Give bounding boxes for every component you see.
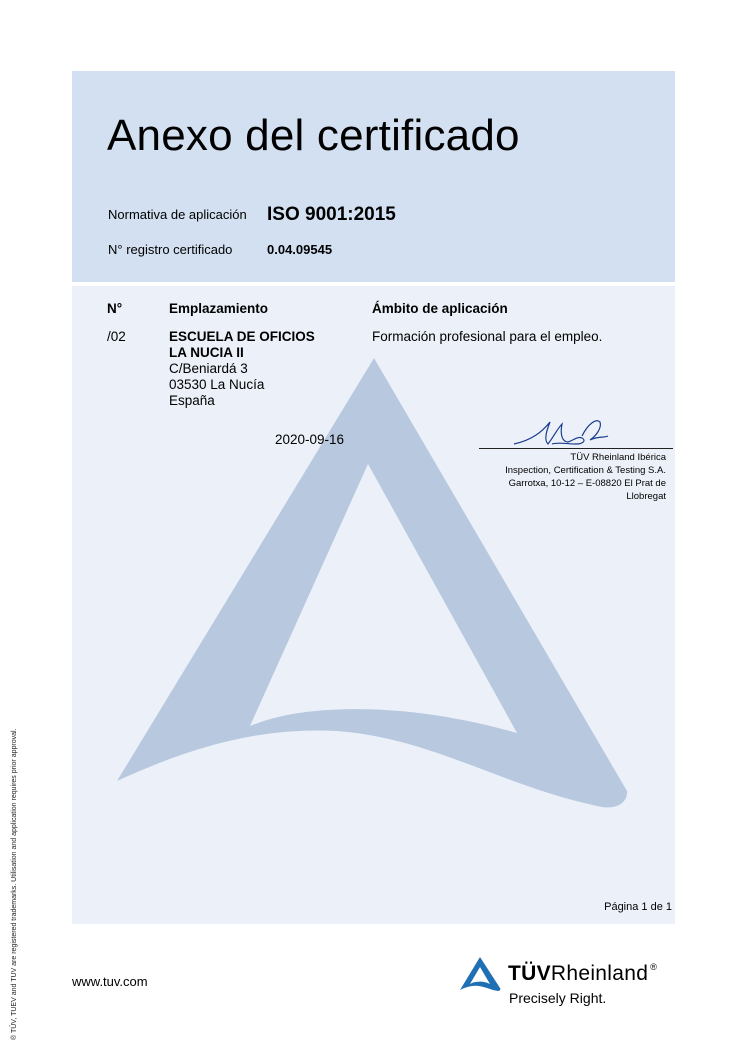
standard-value: ISO 9001:2015	[267, 204, 396, 225]
tuv-rheinland-logo	[459, 956, 669, 1008]
column-header-number: N°	[107, 301, 123, 316]
brand-prefix: TÜV	[508, 962, 551, 985]
trademark-notice: ® TÜV, TUEV and TUV are registered trademarks. Utilisation and application requires prior approval.	[11, 728, 18, 1040]
issuer-line-4: Llobregat	[626, 491, 666, 502]
column-header-site: Emplazamiento	[169, 301, 269, 316]
address-country: España	[169, 393, 215, 408]
certificate-body-panel	[72, 286, 675, 924]
issuer-line-3: Garrotxa, 10-12 – E-08820 El Prat de	[508, 478, 666, 489]
page-title: Anexo del certificado	[107, 111, 520, 160]
registration-value: 0.04.09545	[267, 242, 333, 257]
tuv-logo-icon	[459, 956, 501, 992]
standard-label: Normativa de aplicación	[108, 207, 247, 222]
website-link[interactable]: www.tuv.com	[72, 974, 148, 989]
issue-date: 2020-09-16	[275, 432, 345, 447]
brand-name	[508, 962, 657, 986]
issuer-block	[478, 451, 666, 503]
site-number: /02	[107, 329, 126, 344]
registration-label: N° registro certificado	[108, 242, 233, 257]
page-number: Página 1 de 1	[604, 901, 672, 913]
column-header-scope: Ámbito de aplicación	[372, 301, 508, 316]
brand-tagline: Precisely Right.	[509, 990, 607, 1006]
address-city: 03530 La Nucía	[169, 377, 265, 392]
scope-text: Formación profesional para el empleo.	[372, 329, 603, 344]
signature-line	[479, 448, 673, 449]
site-name-line-2: LA NUCIA II	[169, 345, 244, 360]
certificate-header-panel	[72, 71, 675, 282]
address-street: C/Beniardá 3	[169, 361, 248, 376]
issuer-line-1: TÜV Rheinland Ibérica	[570, 452, 666, 463]
site-name-line-1: ESCUELA DE OFICIOS	[169, 329, 315, 344]
site-address-block	[169, 329, 315, 409]
brand-suffix: Rheinland	[550, 962, 649, 985]
registered-mark: ®	[650, 962, 658, 972]
issuer-line-2: Inspection, Certification & Testing S.A.	[505, 465, 666, 476]
tuv-triangle-watermark-icon	[72, 286, 675, 924]
